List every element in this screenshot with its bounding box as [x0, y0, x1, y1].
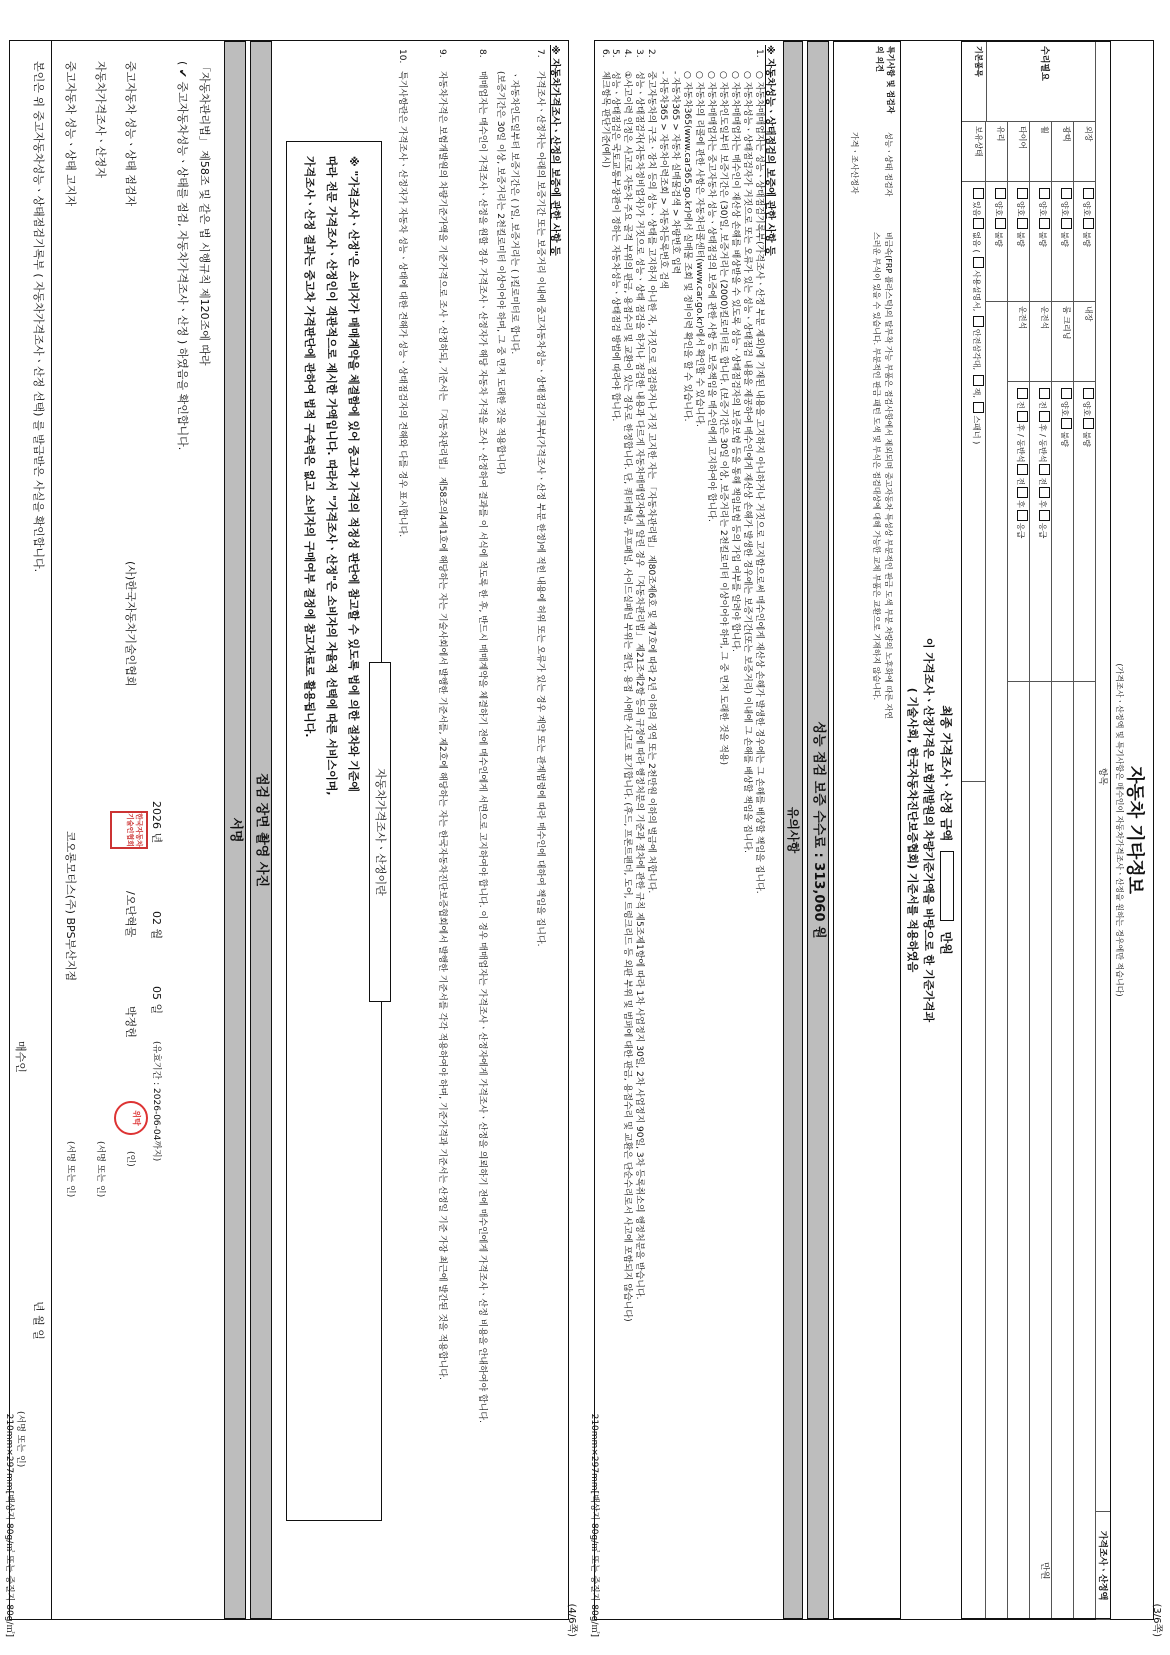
row-sub-options: 전후 / 동반석전후응급: [1008, 382, 1030, 682]
special-sub1: 성능ㆍ상태 점검자: [884, 132, 893, 197]
list-item: ○ 자동차매매업자는 매수인이 재산상 손해를 배상받을 수 있도록 성능ㆍ상태점검자의 보증보험 등을 통해 책임보험 등의 가입 여부를 알려야 합니다.: [730, 71, 740, 652]
repair-label: 수리필요: [986, 42, 1096, 122]
row-options: 양호불량: [1030, 182, 1052, 302]
row-options: 양호불량: [986, 182, 1008, 302]
page-title: 자동차 기타정보: [1124, 766, 1145, 894]
page-number: (3/6쪽): [1151, 1603, 1162, 1637]
final-price-note-1: 이 가격조사ㆍ산정가격은 보험개발원의 차량기준가액을 바탕으로 한 기준가격과: [922, 637, 935, 1023]
list-item: 4. ①사고이력 인정은 사고로 자동차 주요 골격 부위의 판금, 용접수리 및 교환이 있는 경우로 한정합니다. 단, 쿼터패널, 루프패널, 사이드실패널 부위는 절단, 용접 시에만 사고로 표기합니다. (후드, 프론트펜더, 도어, 트렁크리드 등 외판 부위 및 범퍼에 대한 판금, 용접수리 및 교환은 단순수리로서 사고에 포함되지 않습니다): [622, 49, 632, 1322]
signer-name2-1: 박정헌: [124, 1006, 137, 1038]
list-item: ㆍ자동차인도일부터 보증기간은 ( )일, 보증거리는 ( )킬로미터로 합니다.: [509, 71, 519, 355]
list-item: 7. 가격조사ㆍ산정자는 아래의 보증기간 또는 보증거리 이내에 중고자동차성능ㆍ상태점검기록부(가격조사ㆍ산정 부분 한정)에 적힌 내용에 허위 또는 오류가 있는 경우 계약 또는 관계법령에 따라 매수인에 대하여 책임을 집니다.: [535, 49, 545, 947]
signer-org-1: (사)한국자동차기술인협회: [124, 561, 137, 687]
sign-section-bar: 서명: [224, 41, 246, 1619]
list-item: ○ 자동차의 리콜에 관한 사항은 자동차리콜센터(www.car.go.kr)에서 확인할 수 있습니다.: [694, 71, 704, 427]
row-sub: 운전석: [1030, 302, 1052, 382]
section-title: ※ 자동차가격조사ㆍ산정의 보증에 관한 사항 등: [549, 45, 560, 256]
basic-label: 기본품목: [962, 42, 986, 122]
list-item: 3. 성능ㆍ상태점검자(자동차정비업자)가 거짓으로 성능ㆍ상태 점검을 하거나 점검한 내용과 다르게 자동차매매업자에게 알린 경우 「자동차관리법」 제21조제2항 등의 규정에 따라 행정처분의 기준과 절차에 관한 규칙 제5조제1항에 따라 1차 사업정지 30일, 2차 사업정지 90일, 3차 등록취소의 행정처분을 받습니다.: [634, 49, 644, 1300]
special-text-1: 비금속(FRP 플라스틱)의 탈부착 가능 부품은 점검사항에서 제외되며 중고자동차 특성상 부분적인 판금 도색 부분 차량의 노후화에 따른 자연: [884, 232, 893, 719]
notice-box-title: 자동차가격조사ㆍ산정이란: [369, 662, 391, 1002]
confirm-line: 본인은 위 중고자동차성능ㆍ상태점검기록부 ( 자동차가격조사ㆍ산정 선택) 를 발급받은 사실을 확인합니다.: [32, 61, 45, 573]
row-options: 양호불량: [1008, 182, 1030, 302]
notice-bar: 유의사항: [783, 41, 803, 1619]
notice-text-3: 가격조사ㆍ산정 결과는 중고차 가격판단에 관하여 법적 구속력은 없고 소비자의 구매여부 결정에 참고자료로 활용됩니다.: [303, 156, 316, 738]
list-item: (보증기간은 30일 이상, 보증거리는 2천킬로미터 이상이어야 하며, 그 중 먼저 도래한 것을 적용합니다): [495, 71, 505, 475]
list-item: - 자동차365 > 자동차 실매물검색 > 차량번호 입력: [670, 71, 680, 275]
notice-text-1: ※ "가격조사ㆍ산정"은 소비자가 매매계약을 체결함에 있어 중고차 가격의 적정성 판단에 참고할 수 있도록 법에 의한 절차와 기준에: [347, 156, 360, 792]
final-price-label: 최종 가격조사ㆍ산정 금액: [939, 705, 953, 842]
list-item: - 자동차365 > 자동차이력조회 > 자동차등록번호 검색: [658, 71, 668, 289]
date-day: 05 일: [150, 986, 163, 1015]
row-name: 유리: [986, 122, 1008, 182]
page-4-frame: [9, 40, 569, 1620]
date-year: 2026 년: [150, 801, 163, 844]
list-item: ○ 자동차성능ㆍ상태점검자가 거짓으로 또는 오류가 있는 성능ㆍ상태점검 내용을 제공하여 매수인에게 재산상 손해가 발생한 경우에는 보증기간(또는 보증거리) 이내에 그 손해를 배상할 책임을 집니다.: [742, 71, 752, 854]
final-price-note-2: ( 기술사회, 한국자동차진단보증협회) 기준서를 적용하였음: [906, 687, 919, 973]
fee-bar: 성능 점검 보증 수수료 : 313,060 원: [807, 41, 829, 1619]
row-sub: 내장: [1074, 302, 1096, 382]
row-sub: 룸 크리닝: [1052, 302, 1074, 382]
signer-role-2: 자동차가격조사ㆍ산정자: [94, 61, 107, 178]
buyer-suffix: (서명 또는 인): [15, 1411, 25, 1468]
buyer-label: 매수인: [14, 1041, 27, 1073]
notice-text-2: 따라 전문 가격조사ㆍ산정인이 객관적으로 제시한 가액입니다. 따라서 "가격조사ㆍ산정"은 소비자의 자율적 선택에 따른 서비스이며,: [325, 156, 338, 796]
list-item: 5. 성능ㆍ상태점검은 국토교통부장관이 정하는 자동차성능ㆍ상태점검 방법에 따라야 합니다.: [610, 49, 620, 422]
square-stamp: 한국자동차기술인협회: [110, 811, 148, 849]
confirm-date: 년 월 일: [32, 1301, 45, 1340]
page-footer: 210mm×297mm[백상지 80g/㎡ 또는 중질지 80g/㎡]: [589, 1413, 599, 1637]
page-subtitle: (가격조사ㆍ산정액 및 특기사항은 매수인이 자동차가격조사ㆍ산정을 원하는 경우에만 적습니다): [1115, 663, 1124, 997]
date-month: 02 월: [150, 911, 163, 940]
row-name: 광택: [1052, 122, 1074, 182]
final-price-unit: 만원: [939, 931, 953, 955]
signer-suffix-3: (서명 또는 인): [65, 1141, 75, 1198]
signer-org-3: 코오롱모터스(주) BPS부산지점: [64, 831, 77, 982]
list-item: ○ 자동차365(www.car365.go.kr)에서 실매물 조회 및 정비이력 확인을 할 수 있습니다.: [682, 71, 692, 422]
basic-options: 있음없음 ( 사용설명서, 안전삼각대, 잭, 스패너 ): [962, 182, 986, 782]
list-item: 9. 자동차가격은 보험개발원의 차량기준가액을 기준가격으로 조사ㆍ산정하되, 기준서는 「자동차관리법」 제58조의4제1호에 해당하는 자는 기술사회에서 발행한 기준서를, 제2호에 해당하는 자는 한국자동차진단보증협회에서 발행한 기준서를 각각 적용하여야 하며, 기준가격과 기준서는 산정일 기준 가장 최근에 발간된 것을 적용합니다.: [437, 49, 447, 1380]
basic-name: 보유상태: [962, 122, 986, 182]
row-sub: 운전석: [1008, 302, 1030, 382]
notice-box: [286, 141, 387, 1521]
unit-label: 만원: [1039, 1562, 1049, 1580]
list-item: 8. 매매업자는 매수인이 가격조사ㆍ산정을 원할 경우 가격조사ㆍ산정자가 해당 자동차 가격을 조사ㆍ산정하여 결과를 이 서식에 적도록 한 후, 반드시 매매계약을 체결하기 전에 매수인에게 서면으로 고지하여야 합니다. 이 경우 매매업자는 가격조사ㆍ산정자에게 가격조사ㆍ산정을 의뢰하기 전에 매수인에게 가격조사ㆍ산정 비용을 안내하여야 합니다.: [477, 49, 487, 1423]
row-sub-options: 양호불량: [1052, 382, 1074, 682]
signer-suffix-2: (서명 또는 인): [95, 1141, 105, 1198]
row-options: 양호불량: [1074, 182, 1096, 302]
special-sub2: 가격ㆍ조사산정자: [850, 132, 859, 194]
list-item: ○ 자동차매매업자는 중고자동차 성능ㆍ상태점검의 보증에 관한 사항 등 보증책임을 매수인에게 고지하여야 합니다.: [706, 71, 716, 522]
special-text-2: 스러운 부식이 있을 수 있습니다. 부분적인 판금 패턴 도색 및 부식은 점검대상에 대해 가능한 교체 부품은 교환으로 기재하지 않습니다.: [872, 232, 881, 701]
list-item: 2. 중고자동차의 구조ㆍ장치 등의 성능ㆍ상태를 고지하지 아니한 자, 거짓으로 점검하거나 거짓 고지한 자는 「자동차관리법」 제80조제6호 및 제7호에 따라 2년 이하의 징역 또는 2천만원 이하의 벌금에 처합니다.: [646, 49, 656, 894]
check-line: ( ✔ 중고자동차성능ㆍ상태를 점검, 자동차가격조사ㆍ산정 ) 하였음을 확인합니다.: [176, 61, 189, 451]
row-sub-options: 전후 / 동반석전후응급: [1030, 382, 1052, 682]
list-item: 1. ○ 자동차매매업자는 성능ㆍ상태점검기록부(가격조사ㆍ산정 부분 제외)에 기재된 내용을 고지하지 아니하거나 거짓으로 고지함으로써 매수인에게 재산상 손해가 발생한 경우에는 그 손해를 배상할 책임을 집니다.: [754, 49, 764, 894]
row-sub-options: 양호불량: [1074, 382, 1096, 682]
validity-date: (유효기간 : 2026-06-04까지): [151, 1041, 161, 1162]
list-item: 6. 체크항목 판단기준(예시): [600, 49, 610, 168]
signer-role-1: 중고자동차 성능ㆍ상태 점검자: [124, 61, 137, 207]
photo-section-bar: 점검 장면 촬영 사진: [250, 41, 272, 1619]
special-label: 특기사항 및 점검자의 의견: [875, 46, 895, 114]
signer-role-3: 중고자동차 성능ㆍ상태 고지자: [64, 61, 77, 207]
section-title: ※ 자동차성능ㆍ상태점검의 보증에 관한 사항 등: [764, 45, 775, 256]
row-name: 타이어: [1008, 122, 1030, 182]
signer-suffix-1: (인): [125, 1151, 135, 1167]
list-item: ○ 자동차인도일부터 보증기간은 (30)일, 보증거리는 (2000)킬로미터로 합니다. (보증기간은 30일 이상, 보증거리는 2천킬로미터 이상이어야 하며, 그 중 먼저 도래한 것을 적용): [718, 71, 728, 765]
header-price: 가격조사ㆍ산정액: [1096, 1512, 1110, 1620]
page-number: (4/6쪽): [566, 1603, 577, 1637]
header-item: 항목: [1096, 42, 1110, 1512]
page-footer: 210mm×297mm[백상지 80g/㎡ 또는 중질지 80g/㎡]: [4, 1413, 14, 1637]
row-name: 외장: [1074, 122, 1096, 182]
law-line: 「자동차관리법」 제58조 및 같은 법 시행규칙 제120조에 따라: [198, 61, 211, 366]
list-item: 10. 특기사항란은 가격조사ㆍ산정자가 자동차 성능ㆍ상태에 대한 견해가 성능ㆍ상태점검자의 견해와 다를 경우 표시합니다.: [397, 49, 407, 538]
round-stamp: 위탁: [114, 1101, 148, 1135]
row-options: 양호불량: [1052, 182, 1074, 302]
signer-name-1: /오단혁물: [124, 891, 137, 938]
row-name: 휠: [1030, 122, 1052, 182]
